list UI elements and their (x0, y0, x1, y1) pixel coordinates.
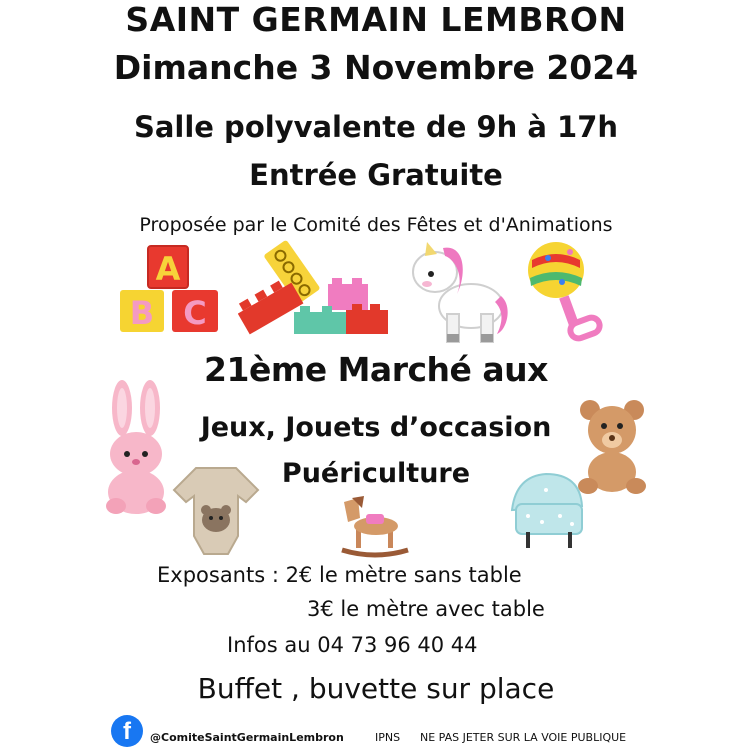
ipns-label: IPNS (375, 731, 401, 744)
event-date: Dimanche 3 Novembre 2024 (113, 48, 639, 87)
block-letter-b: B (129, 294, 155, 332)
facebook-handle[interactable]: @ComiteSaintGermainLembron (150, 731, 344, 744)
buffet-info: Buffet , buvette sur place (197, 672, 555, 705)
disposal-notice: NE PAS JETER SUR LA VOIE PUBLIQUE (420, 731, 627, 744)
exhibitor-price-with-table: 3€ le mètre avec table (307, 597, 545, 621)
block-letter-a: A (155, 250, 181, 288)
exhibitor-price-no-table: Exposants : 2€ le mètre sans table (157, 563, 522, 587)
block-letter-c: C (183, 294, 207, 332)
rocking-horse-icon (338, 494, 412, 558)
footer (0, 715, 752, 752)
entry-info: Entrée Gratuite (249, 158, 503, 192)
bunny-icon (100, 380, 172, 516)
abc-blocks-icon (118, 242, 223, 336)
organizer-text: Proposée par le Comité des Fêtes et d'Animations (139, 214, 613, 236)
baby-bodysuit-icon (172, 464, 260, 558)
info-phone: Infos au 04 73 96 40 44 (227, 633, 478, 657)
market-category: Puériculture (281, 458, 471, 489)
facebook-icon[interactable]: f (111, 715, 143, 747)
city-title: SAINT GERMAIN LEMBRON (125, 0, 627, 39)
venue-hours: Salle polyvalente de 9h à 17h (133, 110, 619, 144)
cradle-icon (506, 470, 588, 550)
market-title: 21ème Marché aux (204, 350, 548, 389)
market-subtitle: Jeux, Jouets d’occasion (200, 412, 552, 443)
rattle-icon (526, 238, 606, 342)
building-bricks-icon (238, 240, 388, 336)
unicorn-icon (405, 234, 515, 346)
